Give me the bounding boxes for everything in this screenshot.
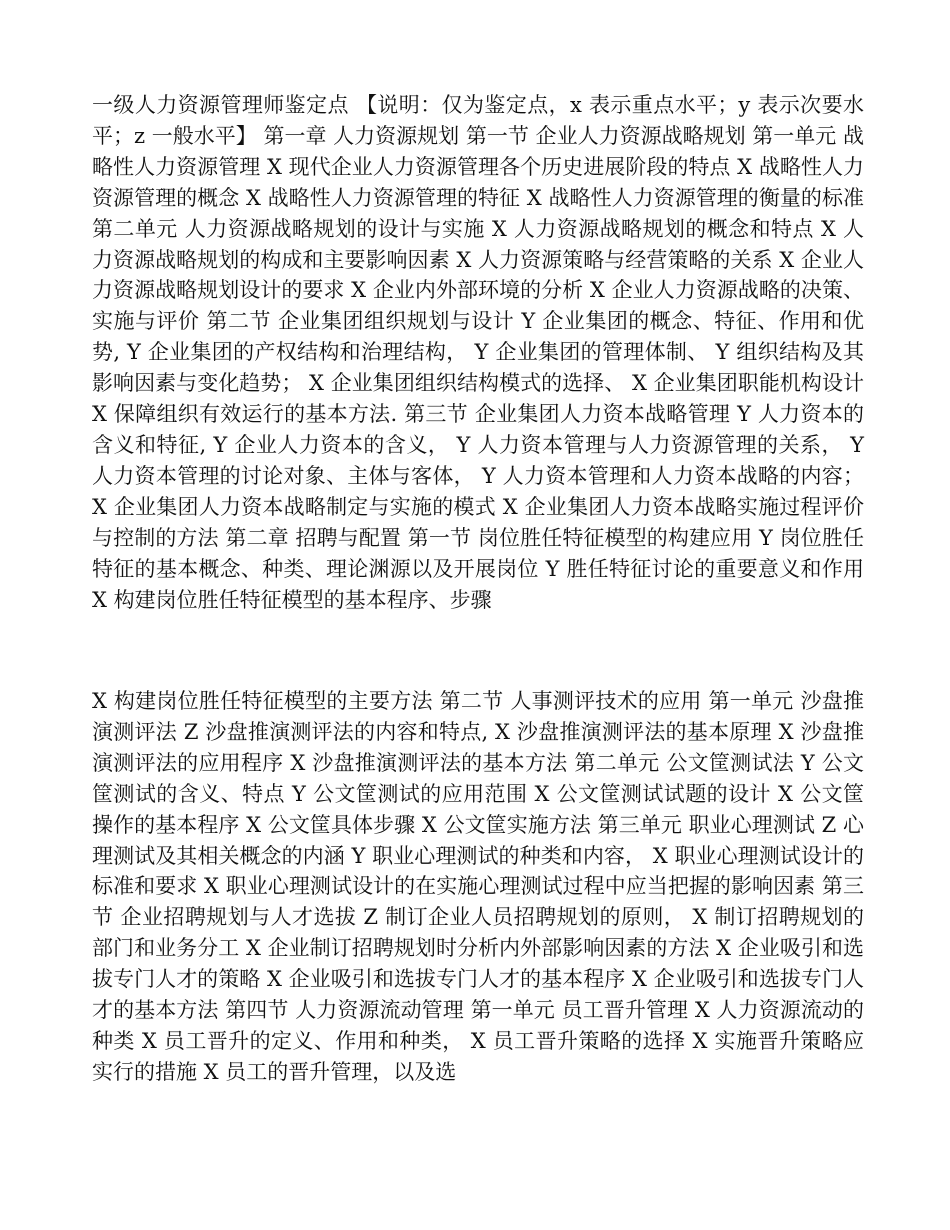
body-paragraph-1: 一级人力资源管理师鉴定点 【说明：仅为鉴定点，x 表示重点水平；y 表示次要水平；z 一般水平】 第一章 人力资源规划 第一节 企业人力资源战略规划 第一单元 战略性人力资源管理 X 现代企业人力资源管理各个历史进展阶段的特点 X 战略性人力资源管理的概念 X 战略性人力资源管理的特征 X 战略性人力资源管理的衡量的标准 第二单元 人力资源战略规划的设计与实施 X 人力资源战略规划的概念和特点 X 人力资源战略规划的构成和主要影响因素 X 人力资源策略与经营策略的关系 X 企业人力资源战略规划设计的要求 X 企业内外部环境的分析 X 企业人力资源战略的决策、实施与评价 第二节 企业集团组织规划与设计 Y 企业集团的概念、特征、作用和优势, Y 企业集团的产权结构和治理结构， Y 企业集团的管理体制、 Y 组织结构及其影响因素与变化趋势； X 企业集团组织结构模式的选择、 X 企业集团职能机构设计 X 保障组织有效运行的基本方法. 第三节 企业集团人力资本战略管理 Y 人力资本的含义和特征, Y 企业人力资本的含义， Y 人力资本管理与人力资源管理的关系， Y 人力资本管理的讨论对象、主体与客体， Y 人力资本管理和人力资本战略的内容； X 企业集团人力资本战略制定与实施的模式 X 企业集团人力资本战略实施过程评价与控制的方法 第二章 招聘与配置 第一节 岗位胜任特征模型的构建应用 Y 岗位胜任特征的基本概念、种类、理论渊源以及开展岗位 Y 胜任特征讨论的重要意义和作用 X 构建岗位胜任特征模型的基本程序、步骤 [92,93,864,612]
body-paragraph-2: X 构建岗位胜任特征模型的主要方法 第二节 人事测评技术的应用 第一单元 沙盘推演测评法 Z 沙盘推演测评法的内容和特点, X 沙盘推演测评法的基本原理 X 沙盘推演测评法的应用程序 X 沙盘推演测评法的基本方法 第二单元 公文筐测试法 Y 公文筐测试的含义、特点 Y 公文筐测试的应用范围 X 公文筐测试试题的设计 X 公文筐操作的基本程序 X 公文筐具体步骤 X 公文筐实施方法 第三单元 职业心理测试 Z 心理测试及其相关概念的内涵 Y 职业心理测试的种类和内容， X 职业心理测试设计的标准和要求 X 职业心理测试设计的在实施心理测试过程中应当把握的影响因素 第三节 企业招聘规划与人才选拔 Z 制订企业人员招聘规划的原则， X 制订招聘规划的部门和业务分工 X 企业制订招聘规划时分析内外部影响因素的方法 X 企业吸引和选拔专门人才的策略 X 企业吸引和选拔专门人才的基本程序 X 企业吸引和选拔专门人才的基本方法 第四节 人力资源流动管理 第一单元 员工晋升管理 X 人力资源流动的种类 X 员工晋升的定义、作用和种类， X 员工晋升策略的选择 X 实施晋升策略应实行的措施 X 员工的晋升管理，以及选 [92,689,864,1084]
